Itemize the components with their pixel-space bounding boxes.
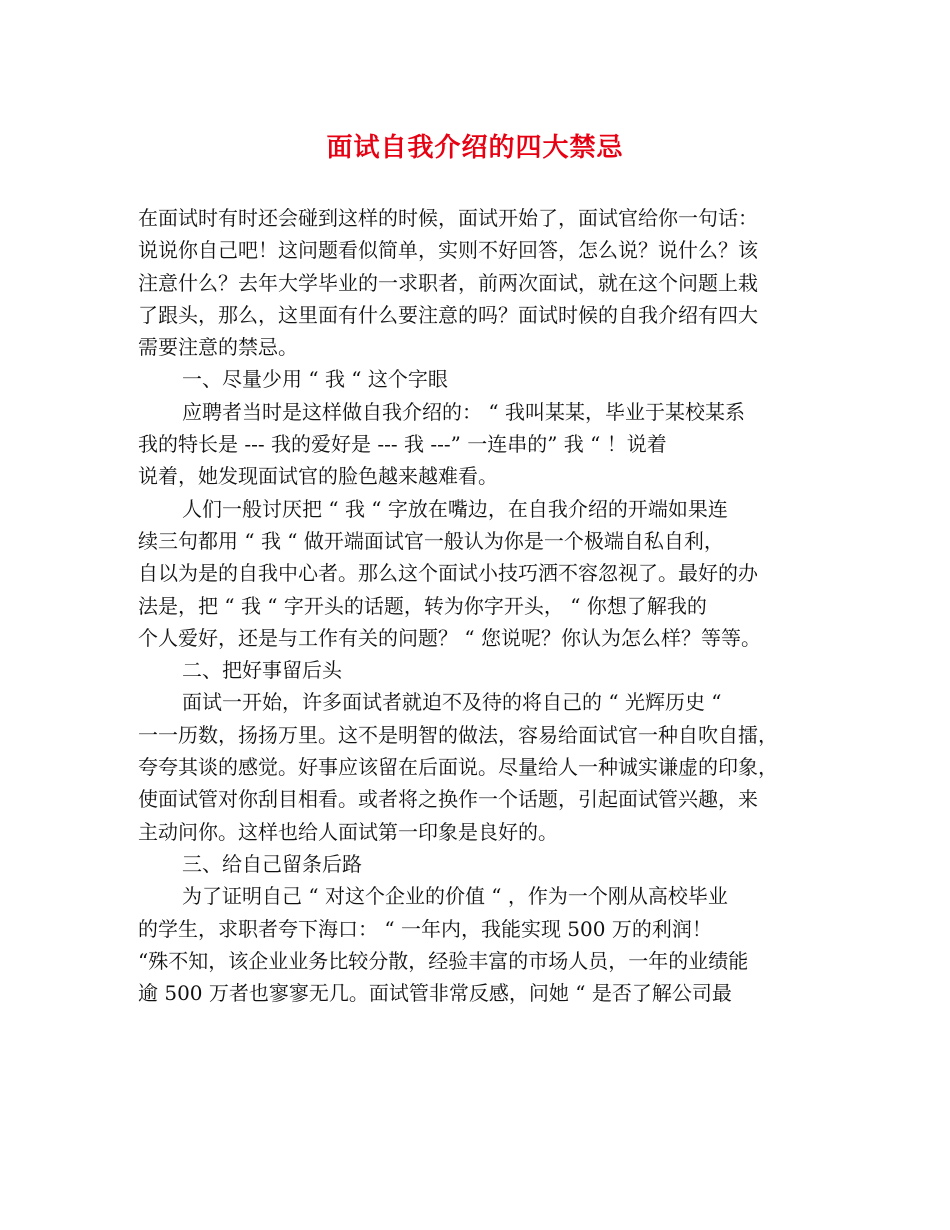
text-line: 一一历数，扬扬万里。这不是明智的做法，容易给面试官一种自吹自擂， xyxy=(138,722,778,747)
text-line: 说着，她发现面试官的脸色越来越难看。 xyxy=(138,464,498,489)
text-line: 夸夸其谈的感觉。好事应该留在后面说。尽量给人一种诚实谦虚的印象， xyxy=(138,755,778,780)
text-line: 使面试管对你刮目相看。或者将之换作一个话题，引起面试管兴趣，来 xyxy=(138,787,758,812)
article-body xyxy=(138,202,828,1009)
text-line: 需要注意的禁忌。 xyxy=(138,335,298,360)
text-line: 注意什么？去年大学毕业的一求职者，前两次面试，就在这个问题上栽 xyxy=(138,270,758,295)
text-line: 自以为是的自我中心者。那么这个面试小技巧洒不容忽视了。最好的办 xyxy=(138,561,758,586)
text-line: 面试一开始，许多面试者就迫不及待的将自己的 “ 光辉历史 “ xyxy=(182,690,722,715)
page-title: 面试自我介绍的四大禁忌 xyxy=(326,133,624,163)
text-line: 应聘者当时是这样做自我介绍的： “ 我叫某某，毕业于某校某系 xyxy=(182,399,745,424)
text-line: 在面试时有时还会碰到这样的时候，面试开始了，面试官给你一句话： xyxy=(138,206,758,230)
text-line: 续三句都用 “ 我 “ 做开端面试官一般认为你是一个极端自私自利， xyxy=(138,528,724,553)
text-line: 为了证明自己 “ 对这个企业的价值 “ ，作为一个刚从高校毕业 xyxy=(182,884,728,909)
text-line: 逾 500 万者也寥寥无几。面试管非常反感，问她 “ 是否了解公司最 xyxy=(138,981,732,1006)
text-line: 的学生，求职者夸下海口： “ 一年内，我能实现 500 万的利润！ xyxy=(138,916,712,941)
text-line: 我的特长是 --- 我的爱好是 --- 我 ---” 一连串的” 我 “ ！说着 xyxy=(138,432,667,457)
text-line: 个人爱好，还是与工作有关的问题？ “ 您说呢？你认为怎么样？等等。 xyxy=(138,625,761,650)
text-line: 法是，把 “ 我 “ 字开头的话题，转为你字开头， “ 你想了解我的 xyxy=(138,593,707,618)
text-line: 了跟头，那么，这里面有什么要注意的吗？面试时候的自我介绍有四大 xyxy=(138,302,758,327)
text-line: 二、把好事留后头 xyxy=(182,658,342,683)
text-line: 一、尽量少用 “ 我 “ 这个字眼 xyxy=(182,367,448,392)
text-line: 主动问你。这样也给人面试第一印象是良好的。 xyxy=(138,819,558,844)
text-line: 人们一般讨厌把 “ 我 “ 字放在嘴边，在自我介绍的开端如果连 xyxy=(182,496,728,521)
text-line: 说说你自己吧！这问题看似简单，实则不好回答，怎么说？说什么？该 xyxy=(138,238,758,263)
text-line: “殊不知，该企业业务比较分散，经验丰富的市场人员，一年的业绩能 xyxy=(138,948,749,973)
text-line: 三、给自己留条后路 xyxy=(182,851,362,876)
